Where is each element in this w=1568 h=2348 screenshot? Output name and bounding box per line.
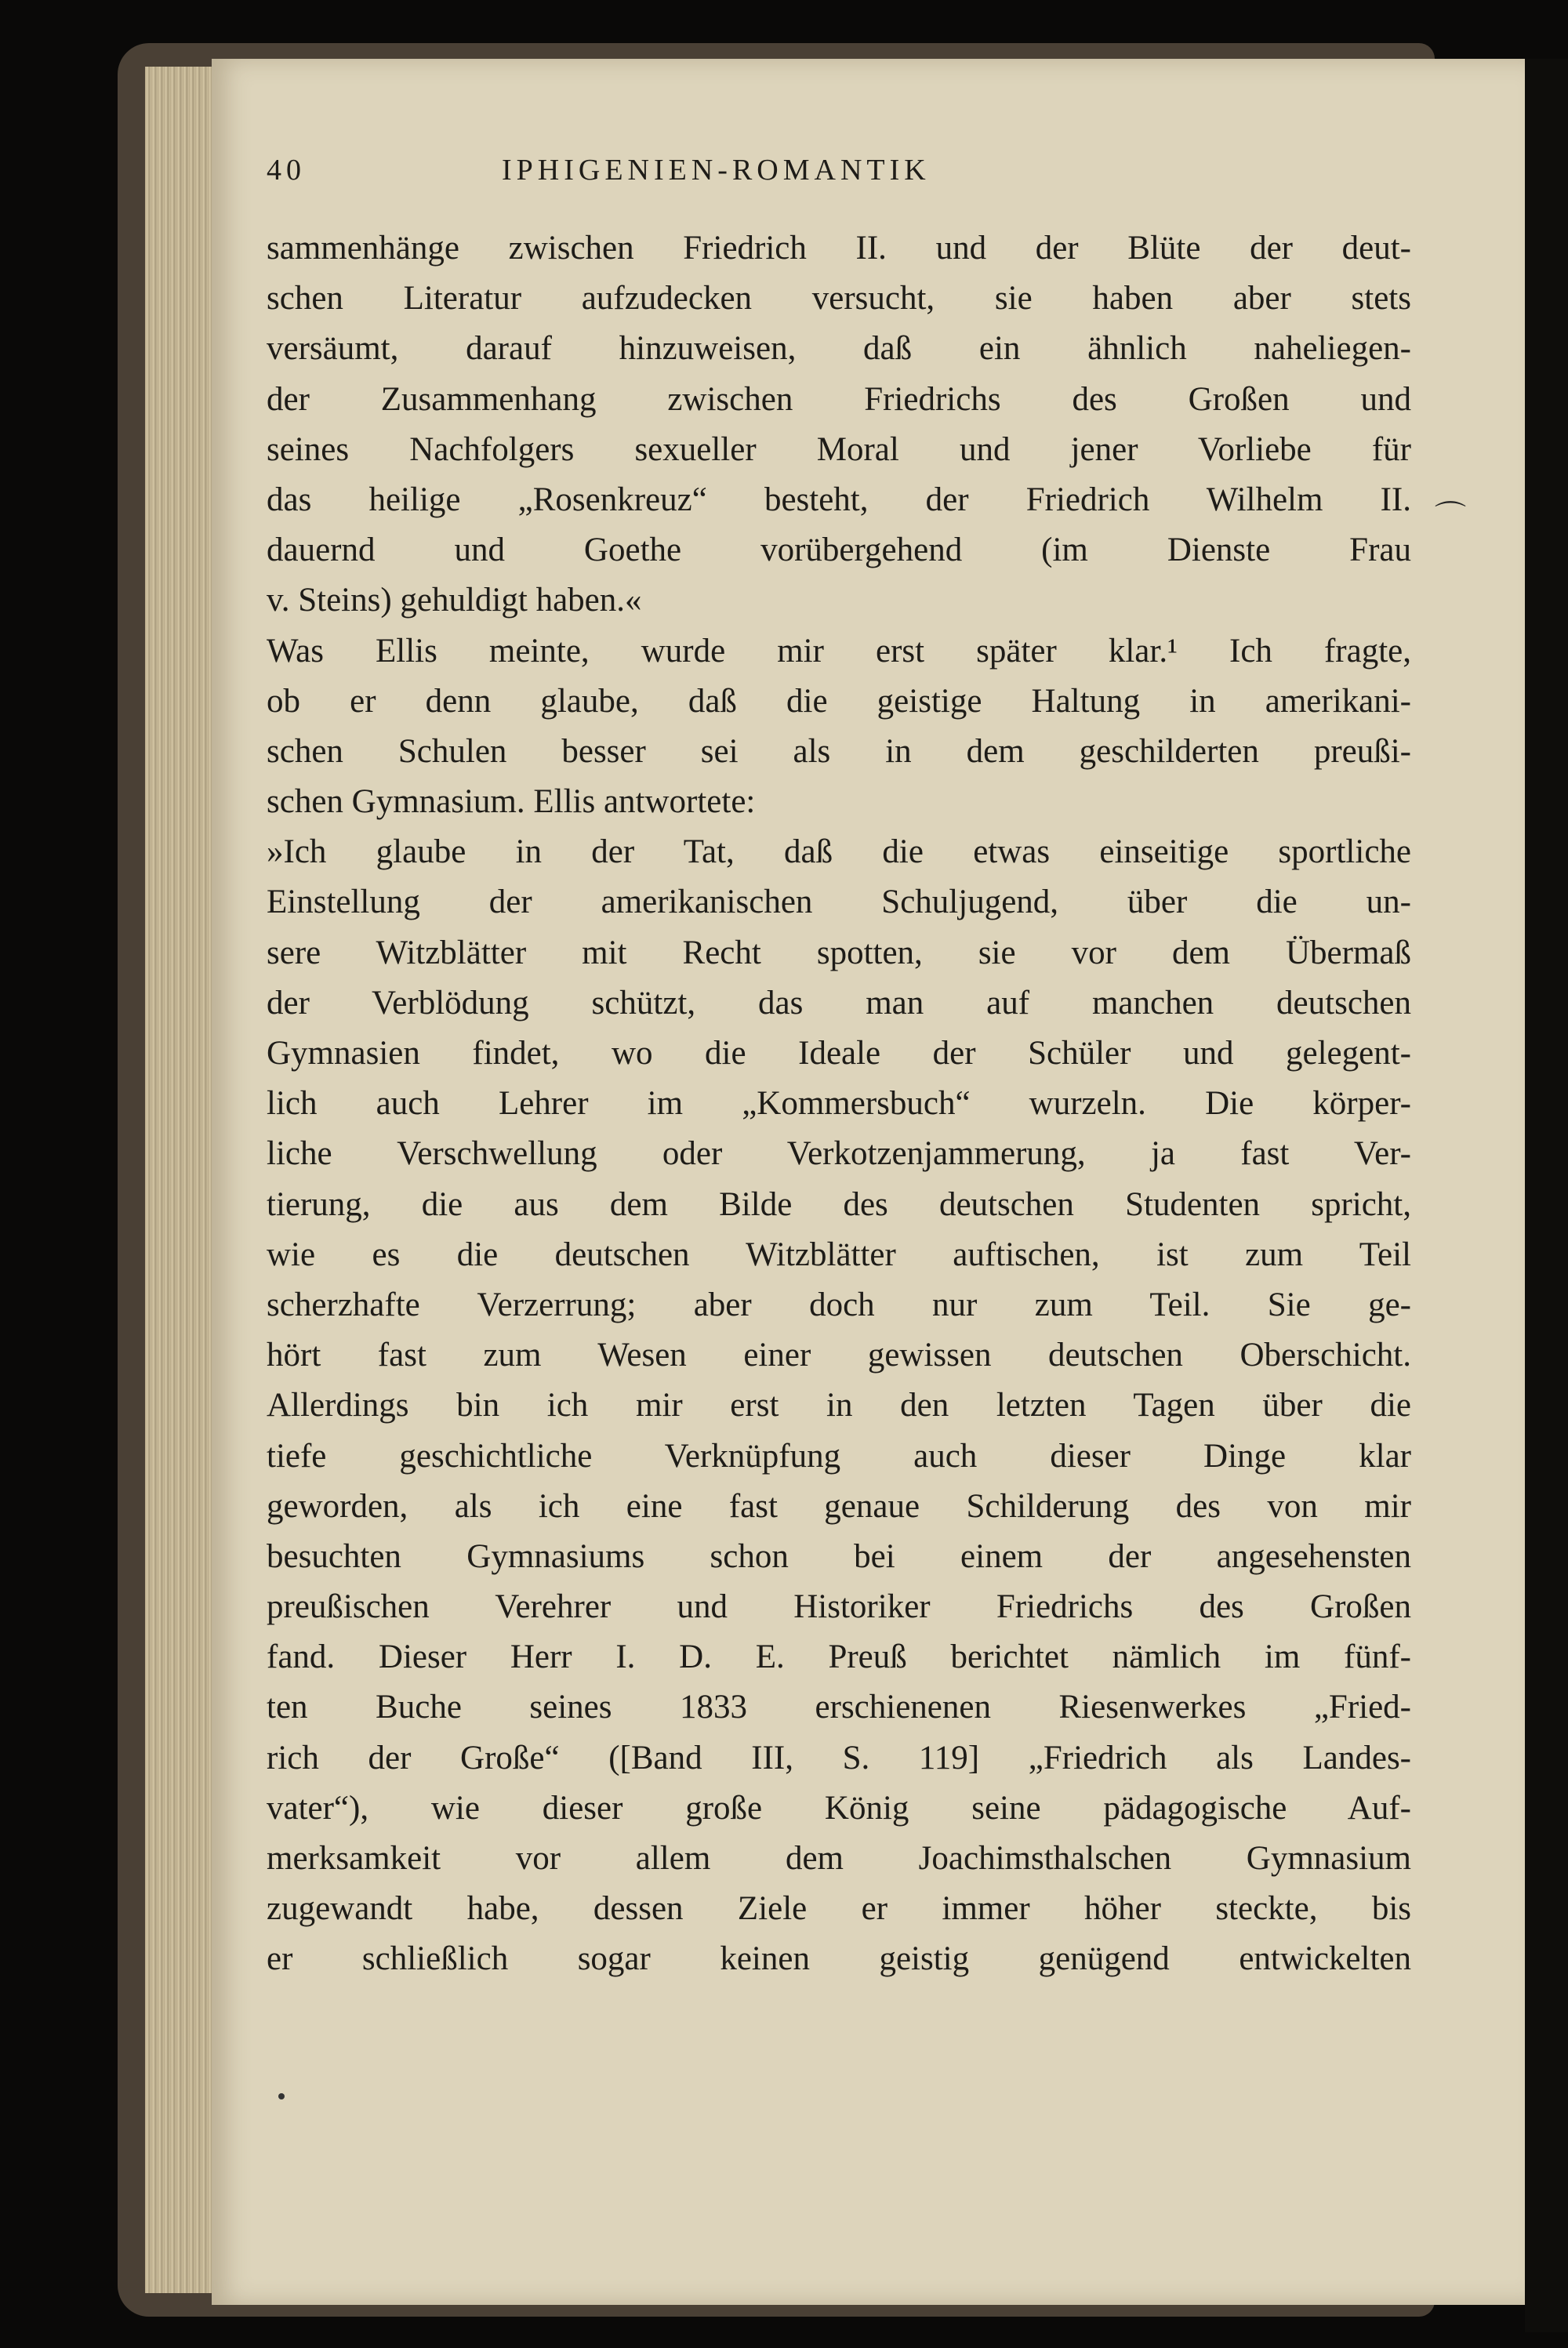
text-line: preußischen Verehrer und Historiker Friedrichs des Großen <box>267 1588 1411 1626</box>
text-line: versäumt, darauf hinzuweisen, daß ein ähnlich naheliegen- <box>267 330 1411 368</box>
text-line: sammenhänge zwischen Friedrich II. und der Blüte der deut- <box>267 230 1411 267</box>
text-line: zugewandt habe, dessen Ziele er immer höher steckte, bis <box>267 1890 1411 1928</box>
body-text <box>267 223 1411 1985</box>
text-line: dauernd und Goethe vorübergehend (im Dienste Frau <box>267 532 1411 569</box>
text-line: Allerdings bin ich mir erst in den letzten Tagen über die <box>267 1387 1411 1424</box>
text-line: der Verblödung schützt, das man auf manchen deutschen <box>267 984 1411 1022</box>
facing-page-gutter <box>1525 59 1568 2332</box>
text-line: sere Witzblätter mit Recht spotten, sie vor dem Übermaß <box>267 934 1411 971</box>
text-line: merksamkeit vor allem dem Joachimsthalschen Gymnasium <box>267 1840 1411 1877</box>
text-line: schen Literatur aufzudecken versucht, sie haben aber stets <box>267 280 1411 318</box>
text-line: er schließlich sogar keinen geistig genügend entwickelten <box>267 1940 1411 1978</box>
text-line: Gymnasien findet, wo die Ideale der Schüler und gelegent- <box>267 1035 1411 1072</box>
text-line: das heilige „Rosenkreuz“ besteht, der Friedrich Wilhelm II. <box>267 481 1411 518</box>
page-edges <box>145 67 220 2293</box>
text-line: lich auch Lehrer im „Kommersbuch“ wurzeln. Die körper- <box>267 1085 1411 1123</box>
text-line: liche Verschwellung oder Verkotzenjammerung, ja fast Ver- <box>267 1135 1411 1173</box>
text-line: tiefe geschichtliche Verknüpfung auch dieser Dinge klar <box>267 1437 1411 1475</box>
text-line: fand. Dieser Herr I. D. E. Preuß berichtet nämlich im fünf- <box>267 1639 1411 1676</box>
text-line: v. Steins) gehuldigt haben.« <box>267 582 642 619</box>
text-line: ten Buche seines 1833 erschienenen Riesenwerkes „Fried- <box>267 1689 1411 1726</box>
text-line: ob er denn glaube, daß die geistige Haltung in amerikani- <box>267 682 1411 720</box>
text-line: der Zusammenhang zwischen Friedrichs des Großen und <box>267 380 1411 418</box>
ink-speck <box>278 2093 285 2099</box>
text-line: wie es die deutschen Witzblätter auftischen, ist zum Teil <box>267 1236 1411 1273</box>
text-block <box>267 153 1411 1985</box>
text-line: hört fast zum Wesen einer gewissen deutschen Oberschicht. <box>267 1337 1411 1374</box>
text-line: Was Ellis meinte, wurde mir erst später klar.¹ Ich fragte, <box>267 632 1411 670</box>
text-line: scherzhafte Verzerrung; aber doch nur zum Teil. Sie ge- <box>267 1286 1411 1323</box>
page-number: 40 <box>267 154 306 187</box>
running-head <box>267 153 1411 223</box>
text-line: rich der Große“ ([Band III, S. 119] „Friedrich als Landes- <box>267 1739 1411 1776</box>
text-line: besuchten Gymnasiums schon bei einem der angesehensten <box>267 1537 1411 1575</box>
text-line: seines Nachfolgers sexueller Moral und jener Vorliebe für <box>267 430 1411 468</box>
text-line: Einstellung der amerikanischen Schuljugend, über die un- <box>267 884 1411 921</box>
running-title: IPHIGENIEN-ROMANTIK <box>502 154 931 187</box>
text-line: schen Gymnasium. Ellis antwortete: <box>267 783 756 821</box>
text-line: vater“), wie dieser große König seine pädagogische Auf- <box>267 1789 1411 1827</box>
text-line: »Ich glaube in der Tat, daß die etwas einseitige sportliche <box>267 833 1411 871</box>
text-line: schen Schulen besser sei als in dem geschilderten preußi- <box>267 732 1411 770</box>
text-line: geworden, als ich eine fast genaue Schilderung des von mir <box>267 1487 1411 1525</box>
margin-pencil-mark: ⌒ <box>1435 499 1466 535</box>
text-line: tierung, die aus dem Bilde des deutschen Studenten spricht, <box>267 1185 1411 1223</box>
